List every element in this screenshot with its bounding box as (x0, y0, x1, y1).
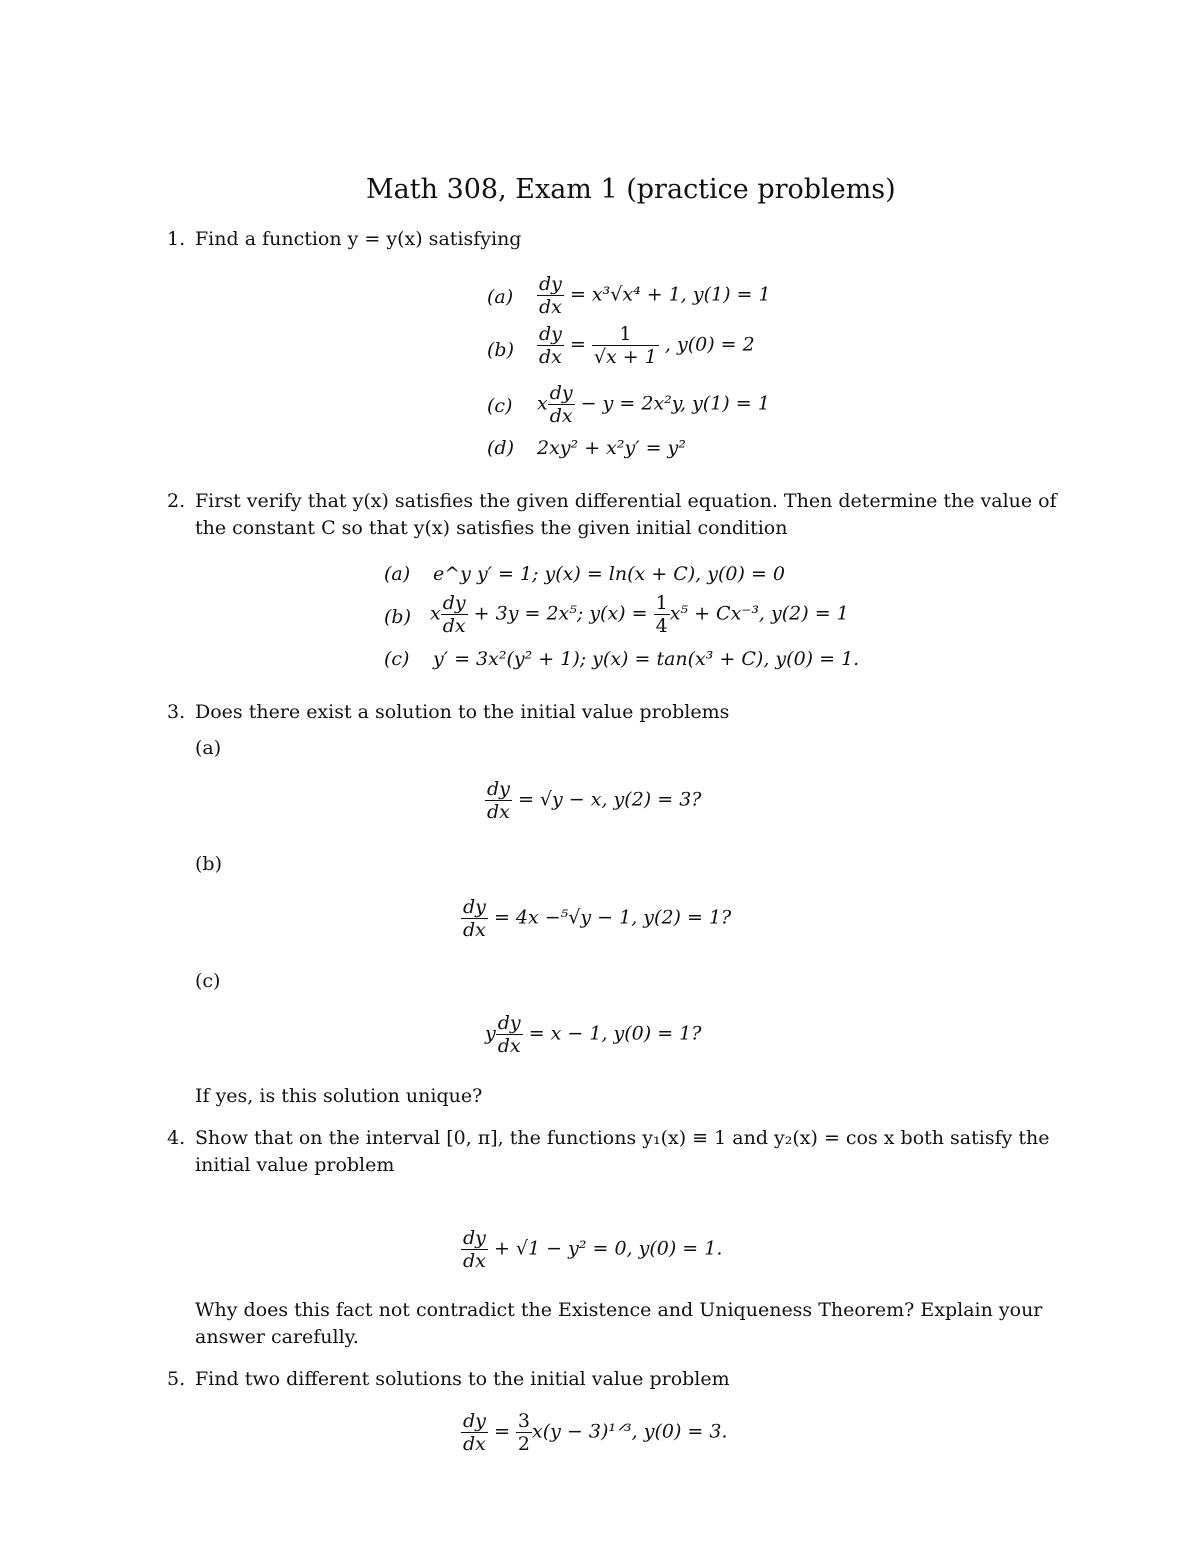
dy-dx-fraction: $\frac{dy}{dx}$ (539, 323, 562, 368)
problem-1b-fraction: $\frac{1}{√x + 1}$ (593, 323, 657, 368)
dy-dx-fraction: $\frac{dy}{dx}$ (539, 273, 562, 318)
y-prefix: y (485, 1022, 496, 1045)
dy-dx-fraction: $\frac{dy}{dx}$ (463, 896, 486, 941)
problem-4-rhs: + √1 − y² = 0, y(0) = 1. (493, 1237, 723, 1260)
quarter-fraction: $\frac{1}{4}$ (655, 592, 668, 637)
problem-1d-label: (d) (487, 437, 514, 459)
problem-3-text: Does there exist a solution to the initial value problems (195, 701, 730, 723)
problem-1a-equation (537, 273, 771, 318)
problem-3c-label: (c) (195, 970, 221, 992)
problem-5-rhs: x(y − 3)¹ᐟ³, y(0) = 3. (532, 1420, 728, 1443)
problem-2a-label: (a) (384, 563, 411, 585)
problem-2-number: 2. (167, 490, 186, 512)
problem-4-equation (461, 1227, 722, 1272)
problem-2c-equation: y′ = 3x²(y² + 1); y(x) = tan(x³ + C), y(0) = 1. (433, 648, 860, 670)
problem-1-text: Find a function y = y(x) satisfying (195, 228, 522, 250)
problem-4-text-line2: initial value problem (195, 1154, 395, 1176)
problem-2-text: First verify that y(x) satisfies the given differential equation. Then determine the value of (195, 490, 1057, 512)
problem-4-text: Show that on the interval [0, π], the functions y₁(x) ≡ 1 and y₂(x) = cos x both satisfy the (195, 1127, 1050, 1149)
dy-dx-fraction: $\frac{dy}{dx}$ (549, 382, 573, 427)
equals-sign: = (493, 1420, 510, 1443)
problem-2b-rhs2: x⁵ + Cx⁻³, y(2) = 1 (669, 602, 849, 625)
x-prefix: x (430, 602, 441, 625)
dy-dx-fraction: $\frac{dy}{dx}$ (497, 1012, 521, 1057)
problem-1d-equation: 2xy² + x²y′ = y² (537, 437, 686, 459)
problem-3c-equation (485, 1012, 701, 1057)
problem-4-number: 4. (167, 1127, 186, 1149)
x-prefix: x (537, 392, 548, 415)
problem-3b-label: (b) (195, 853, 222, 875)
problem-1a-label: (a) (487, 286, 514, 308)
problem-2-text-line2: the constant C so that y(x) satisfies the given initial condition (195, 517, 788, 539)
page-title: Math 308, Exam 1 (practice problems) (366, 174, 896, 205)
problem-1c-rhs: − y = 2x²y, y(1) = 1 (580, 392, 770, 415)
problem-4-followup: Why does this fact not contradict the Existence and Uniqueness Theorem? Explain your (195, 1299, 1043, 1321)
problem-1a-rhs: = x³√x⁴ + 1, y(1) = 1 (569, 283, 771, 306)
problem-1b-condition: , y(0) = 2 (664, 333, 755, 356)
problem-2c-label: (c) (384, 648, 410, 670)
problem-3b-rhs: = 4x −⁵√y − 1, y(2) = 1? (493, 906, 732, 929)
problem-1c-label: (c) (487, 395, 513, 417)
problem-5-number: 5. (167, 1368, 186, 1390)
dy-dx-fraction: $\frac{dy}{dx}$ (463, 1227, 486, 1272)
problem-2b-rhs: + 3y = 2x⁵; y(x) = (473, 602, 648, 625)
problem-3b-equation (461, 896, 731, 941)
problem-3a-label: (a) (195, 737, 222, 759)
three-halves-fraction: $\frac{3}{2}$ (517, 1410, 531, 1455)
problem-2a-equation: e^y y′ = 1; y(x) = ln(x + C), y(0) = 0 (433, 563, 785, 585)
problem-4-followup-line2: answer carefully. (195, 1326, 359, 1348)
problem-1b-label: (b) (487, 339, 514, 361)
dy-dx-fraction: $\frac{dy}{dx}$ (463, 1410, 486, 1455)
dy-dx-fraction: $\frac{dy}{dx}$ (442, 592, 466, 637)
dy-dx-fraction: $\frac{dy}{dx}$ (487, 778, 510, 823)
problem-5-equation (461, 1410, 728, 1455)
problem-1-number: 1. (167, 228, 186, 250)
problem-2b-label: (b) (384, 606, 411, 628)
problem-3a-rhs: = √y − x, y(2) = 3? (517, 788, 702, 811)
problem-1b-equation (537, 323, 755, 368)
problem-1c-equation (537, 382, 770, 427)
problem-3-number: 3. (167, 701, 186, 723)
problem-3a-equation (485, 778, 701, 823)
problem-5-text: Find two different solutions to the initial value problem (195, 1368, 730, 1390)
equals-sign: = (569, 333, 586, 356)
problem-2b-equation (430, 592, 849, 637)
problem-3-followup: If yes, is this solution unique? (195, 1085, 483, 1107)
problem-3c-rhs: = x − 1, y(0) = 1? (528, 1022, 702, 1045)
